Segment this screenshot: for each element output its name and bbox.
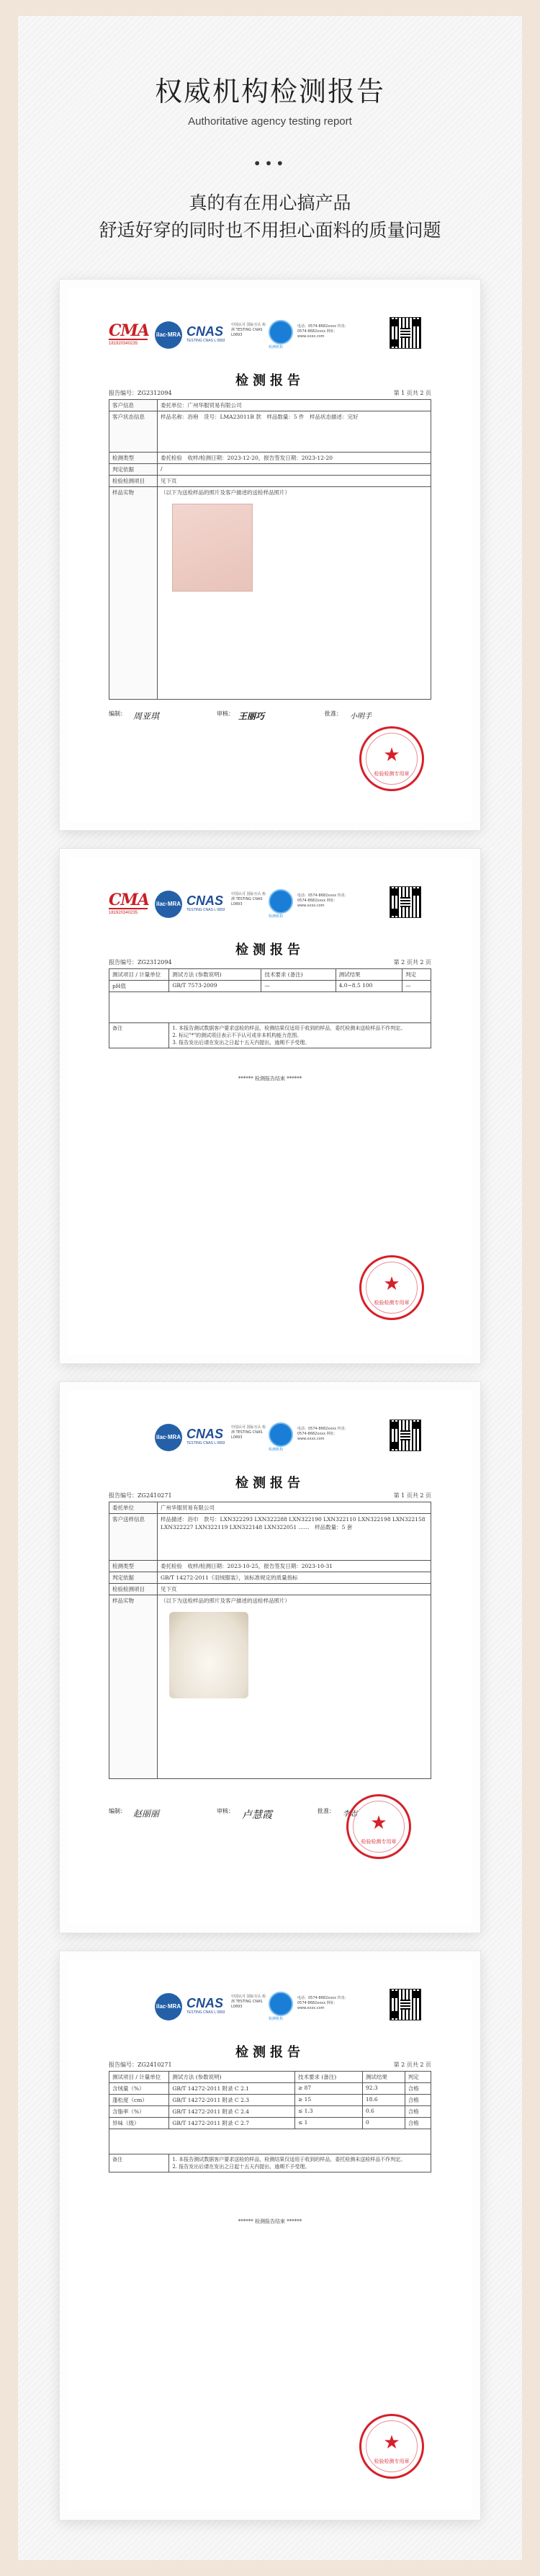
report-end-line: ****** 检测报告结束 ****** [238, 2219, 302, 2224]
report-title: 检测报告 [235, 373, 305, 388]
certification-text: 中国认可 国际互认 检测 TESTING CNAS L0893 [231, 1425, 266, 1440]
ilac-logo: ilac·MRA [155, 321, 182, 349]
badge-label: 检测机构 [269, 1448, 284, 1452]
tagline-1: 真的有在用心搞产品 [189, 192, 351, 213]
ilac-logo: ilac·MRA [155, 891, 182, 918]
report-document-4 [109, 1989, 431, 2482]
ilac-logo: ilac·MRA [155, 1993, 182, 2020]
report-title: 检测报告 [235, 2045, 305, 2060]
qr-code-icon[interactable] [390, 1420, 421, 1451]
table-row: 含脂率（%） GB/T 14272-2011 附录 C 2.4 ≤ 1.3 0.6 合格 [109, 2106, 431, 2118]
report-number: 报告编号：ZG2410271 [109, 2062, 172, 2068]
notes-row: 备注 1. 本报告测试数据客户要求送检的样品，检测结果仅适用于收到的样品，委托检测未送检样品不作判定。 2. 报告发出后请在发出之日起十五天内提出，逾期不予受理。 [109, 2154, 431, 2172]
table-row [109, 992, 431, 1023]
signature-1: 赵丽丽 [133, 1809, 160, 1819]
official-stamp: ★ 检验检测专用章 [346, 1794, 411, 1859]
divider-dots: ••• [253, 155, 287, 172]
certification-text: 中国认可 国际互认 检测 TESTING CNAS L0893 [231, 892, 266, 906]
report-card-2 [68, 857, 472, 1355]
table-row: pH值 GB/T 7573-2009 — 4.0~8.5 100 — [109, 981, 431, 992]
contact-info: 电话：0574-8682xxxx 传真：0574-8682xxxx 网址：www.xxxx.com [297, 1427, 348, 1441]
sample-photo-pink [172, 504, 253, 592]
ilac-logo: ilac·MRA [155, 1424, 182, 1451]
signature-3: 李志 [343, 1810, 357, 1818]
signature-1: 周亚琪 [133, 711, 160, 721]
contact-info: 电话：0574-8682xxxx 传真：0574-8682xxxx 网址：www.xxxx.com [297, 893, 348, 908]
certification-text: 中国认可 国际互认 检测 TESTING CNAS L0893 [231, 323, 266, 337]
cnas-subtext: TESTING CNAS L 0893 [186, 339, 225, 343]
page-subtitle: Authoritative agency testing report [188, 115, 352, 128]
page-number: 第 2 页共 2 页 [393, 2062, 431, 2068]
contact-info: 电话：0574-8682xxxx 传真：0574-8682xxxx 网址：www.xxxx.com [297, 324, 348, 339]
page-title: 权威机构检测报告 [154, 76, 385, 107]
cnas-subtext: TESTING CNAS L 0893 [186, 2010, 225, 2015]
table-row: 蓬松度（cm） GB/T 14272-2011 附录 C 2.3 ≥ 15 18.6 合格 [109, 2095, 431, 2106]
report-info-table [109, 399, 431, 700]
cnas-logo: CNAS [186, 1996, 224, 2010]
cnas-logo: CNAS [186, 324, 224, 339]
results-table [109, 968, 431, 1048]
report-number: 报告编号：ZG2312094 [109, 959, 172, 966]
table-header-row: 测试项目 / 计量单位 测试方法 (参数说明) 技术要求 (备注) 测试结果 判定 [109, 2072, 431, 2083]
table-row: 异味（级） GB/T 14272-2011 附录 C 2.7 ≤ 1 0 合格 [109, 2118, 431, 2129]
table-row: 检测类型 委托检验 收样/检测日期：2023-10-25，报告签发日期：2023-10-31 [109, 1561, 431, 1572]
table-row: 检测类型 委托检验 收样/检测日期：2023-12-20，报告签发日期：2023-12-20 [109, 453, 431, 464]
table-row: 样品实物 （以下为送检样品的照片及客户描述的送检样品照片） [109, 487, 431, 700]
signature-2: 卢慧霞 [242, 1809, 272, 1821]
signature-2: 王丽巧 [238, 711, 265, 721]
cnas-subtext: TESTING CNAS L 0893 [186, 1441, 225, 1445]
report-document-3: ilac·MRA CNAS TESTING CNAS L 0893 中国认可 国际互认 检测 TESTING CNAS L0893 检测机构 电话：0574-8682xxxx 传真：0574-8682xxxx 网址：www.xxxx.com 检测报告 报告编号：ZG2410271 第 1 页共 2 页 委托单位 广州华服贸易有限公司 客户送样信息 样品描述：浴巾 款号：LXN322293 LXN322288 LXN322190 LXN322110 LXN322198 LXN322158 LXN322227 LXN322119 LXN322148 LXN322051 …… 样品数量：5 套 检测类型 委托检验 收样/检测日期：2023-10-25，报告签发日期：2023-10-31 判定依据 GB/T 14272-2011《羽绒服装》，该标准规定的质量指标 检验检测项目 见下页 样品实物 （以下为送检样品的照片及客户描述的送检样品照片） 编制： 赵丽丽 审核： 卢慧霞 批准： 李志 ★ 检验检测专用章 [109, 1420, 431, 1895]
table-row: 客户送样信息 样品描述：浴巾 款号：LXN322293 LXN322288 LXN322190 LXN322110 LXN322198 LXN322158 LXN322227 LXN322119 LXN322148 LXN322051 …… 样品数量：5 套 [109, 1514, 431, 1561]
report-card-1 [68, 288, 472, 821]
table-row [109, 2129, 431, 2154]
report-document-2 [109, 886, 431, 1326]
table-row: 客户信息 委托单位：广州华服贸易有限公司 [109, 400, 431, 411]
verified-badge-icon [269, 1422, 293, 1447]
page-number: 第 1 页共 2 页 [393, 390, 431, 396]
report-title: 检测报告 [235, 1476, 305, 1491]
table-header-row: 测试项目 / 计量单位 测试方法 (参数说明) 技术要求 (备注) 测试结果 判定 [109, 969, 431, 981]
qr-code-icon[interactable] [390, 1989, 421, 2020]
cma-logo: CMA 181920340235 [109, 891, 149, 915]
results-table [109, 2071, 431, 2172]
report-document-1: CMA 181920340235 ilac·MRA CNAS TESTING CNAS L 0893 中国认可 国际互认 检测 TESTING CNAS L0893 检测机构 电话：0574-8682xxxx 传真：0574-8682xxxx 网址：www.xxxx.com 检测报告 报告编号：ZG2312094 第 1 页共 2 页 客户信息 委托单位：广州华服贸易有限公司 客户状态信息 样品名称：浴袍 货号：LMA23011B 款 样品数量：5 件 样品状态描述：完好 检测类型 委托检验 收样/检测日期：2023-12-20，报告签发日期：2023-12-20 判定依据 / 检验检测项目 见下页 样品实物 （以下为送检样品的照片及客户描述的送检样品照片） 编制： 周亚琪 审核： 王丽巧 批准： 小明手 ★ 检验检测专用章 [109, 317, 431, 793]
report-card-3 [68, 1391, 472, 1924]
cma-logo: CMA 181920340235 [109, 321, 149, 346]
tagline-2: 舒适好穿的同时也不用担心面料的质量问题 [99, 220, 441, 241]
page-number: 第 2 页共 2 页 [393, 959, 431, 966]
qr-code-icon[interactable] [390, 886, 421, 918]
certification-text: 中国认可 国际互认 检测 TESTING CNAS L0893 [231, 1995, 266, 2009]
table-row: 样品实物 （以下为送检样品的照片及客户描述的送检样品照片） [109, 1595, 431, 1779]
qr-code-icon[interactable] [390, 317, 421, 349]
badge-label: 检测机构 [269, 914, 284, 919]
certification-logos [109, 1420, 431, 1457]
contact-info: 电话：0574-8682xxxx 传真：0574-8682xxxx 网址：www.xxxx.com [297, 1996, 348, 2010]
badge-label: 检测机构 [269, 2017, 284, 2021]
verified-badge-icon [269, 889, 293, 914]
report-number: 报告编号：ZG2312094 [109, 390, 172, 396]
notes-row: 备注 1. 本报告测试数据客户要求送检的样品，检测结果仅适用于收到的样品，委托检测未送检样品不作判定。 2. 标记"*"的测试项目表示不予认可或非本机构能力范围。 3. 报告发出后请在发出之日起十五天内提出，逾期不予受理。 [109, 1023, 431, 1048]
official-stamp: ★ 检验检测专用章 [359, 1255, 424, 1320]
report-title: 检测报告 [235, 942, 305, 958]
report-number: 报告编号：ZG2410271 [109, 1492, 172, 1499]
cnas-logo: CNAS [186, 1427, 224, 1441]
table-row: 含绒量（%） GB/T 14272-2011 附录 C 2.1 ≥ 87 92.3 合格 [109, 2083, 431, 2095]
sample-photo-white [169, 1612, 248, 1698]
certification-logos [109, 886, 431, 924]
official-stamp: ★ 检验检测专用章 [359, 726, 424, 791]
table-row: 检验检测项目 见下页 [109, 476, 431, 487]
cnas-subtext: TESTING CNAS L 0893 [186, 908, 225, 912]
table-row: 检验检测项目 见下页 [109, 1584, 431, 1595]
verified-badge-icon [269, 1992, 293, 2016]
cnas-logo: CNAS [186, 893, 224, 908]
certification-logos [109, 1989, 431, 2026]
official-stamp: ★ 检验检测专用章 [359, 2414, 424, 2479]
badge-label: 检测机构 [269, 345, 284, 349]
report-card-4 [68, 1960, 472, 2511]
report-info-table [109, 1502, 431, 1779]
report-end-line: ****** 检测报告结束 ****** [238, 1076, 302, 1082]
table-row: 客户状态信息 样品名称：浴袍 货号：LMA23011B 款 样品数量：5 件 样品状态描述：完好 [109, 411, 431, 453]
signature-3: 小明手 [350, 713, 372, 721]
table-row: 委托单位 广州华服贸易有限公司 [109, 1502, 431, 1514]
certification-logos [109, 317, 431, 355]
table-row: 判定依据 GB/T 14272-2011《羽绒服装》，该标准规定的质量指标 [109, 1572, 431, 1584]
table-row: 判定依据 / [109, 464, 431, 476]
verified-badge-icon [269, 320, 293, 344]
page-number: 第 1 页共 2 页 [393, 1492, 431, 1499]
